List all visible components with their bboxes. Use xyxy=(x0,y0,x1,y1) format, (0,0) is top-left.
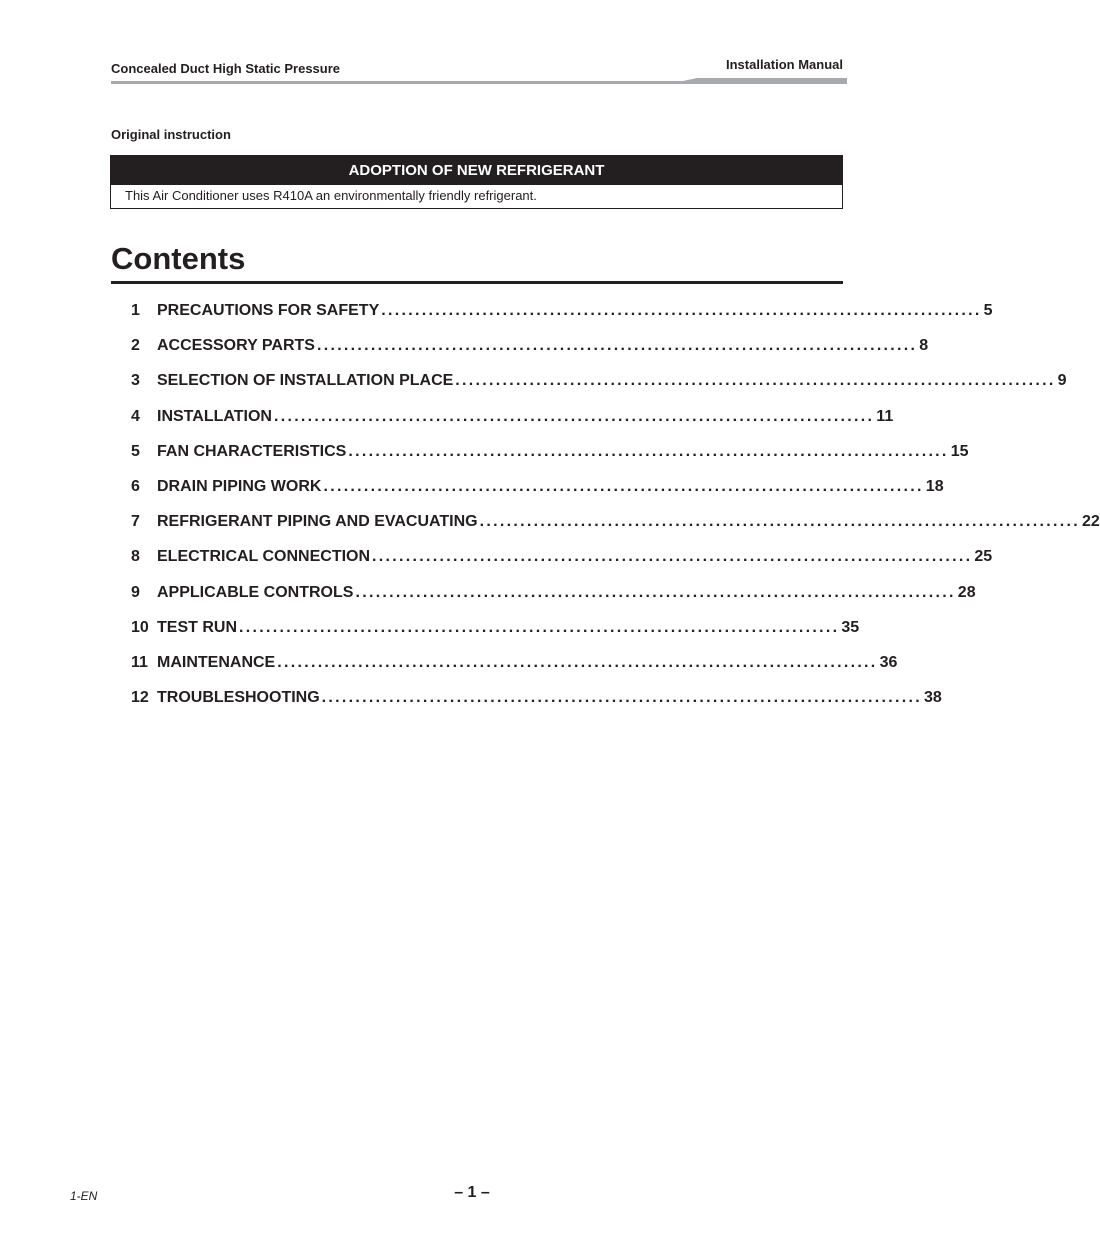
toc-entry[interactable] xyxy=(131,337,929,372)
toc-entry-title: APPLICABLE CONTROLS xyxy=(157,583,354,601)
toc-dot-leader: ......................................................................................... xyxy=(348,442,949,460)
toc-entry-page: 8 xyxy=(919,337,929,355)
toc-dot-leader: ......................................................................................... xyxy=(239,618,840,636)
toc-dot-leader: ......................................................................................... xyxy=(273,407,875,425)
contents-heading-rule xyxy=(111,281,843,284)
toc-entry[interactable] xyxy=(131,372,1067,407)
toc-entry-number: 1 xyxy=(131,302,140,319)
toc-dot-leader: ......................................................................................... xyxy=(455,372,1056,390)
toc-dot-leader: ......................................................................................... xyxy=(277,653,878,671)
refrigerant-notice-box xyxy=(110,155,843,209)
toc-entry[interactable] xyxy=(131,618,860,654)
toc-entry[interactable] xyxy=(131,302,993,337)
toc-entry-number: 4 xyxy=(131,407,140,425)
header-divider-bar xyxy=(111,78,847,88)
toc-dot-leader: ......................................................................................... xyxy=(355,583,956,601)
toc-entry-page: 15 xyxy=(950,442,969,460)
original-instruction-label: Original instruction xyxy=(111,127,231,142)
toc-entry[interactable] xyxy=(131,477,944,513)
toc-entry-number: 11 xyxy=(131,653,148,671)
toc-entry-number: 5 xyxy=(131,442,140,460)
toc-dot-leader: ......................................................................................... xyxy=(479,513,1080,531)
footer-page-number: – 1 – xyxy=(454,1184,490,1201)
toc-dot-leader: ......................................................................................... xyxy=(316,337,918,355)
toc-entry-number: 9 xyxy=(131,583,140,601)
toc-entry-title: TROUBLESHOOTING xyxy=(157,689,320,707)
toc-entry-page: 36 xyxy=(879,653,898,671)
toc-entry-page: 11 xyxy=(876,407,894,425)
toc-dot-leader: ......................................................................................... xyxy=(323,477,924,495)
toc-entry-page: 18 xyxy=(925,477,944,495)
toc-entry-page: 35 xyxy=(841,618,860,636)
toc-entry-title: PRECAUTIONS FOR SAFETY xyxy=(157,302,380,319)
toc-entry-title: REFRIGERANT PIPING AND EVACUATING xyxy=(157,513,478,531)
toc-entry-page: 28 xyxy=(957,583,976,601)
toc-entry-title: TEST RUN xyxy=(157,618,237,636)
toc-entry[interactable] xyxy=(131,442,969,478)
toc-entry-title: FAN CHARACTERISTICS xyxy=(157,442,347,460)
toc-entry-title: INSTALLATION xyxy=(157,407,272,425)
toc-entry-number: 8 xyxy=(131,548,140,566)
toc-entry-number: 12 xyxy=(131,689,149,707)
toc-entry-title: DRAIN PIPING WORK xyxy=(157,477,322,495)
toc-entry[interactable] xyxy=(131,653,898,689)
toc-entry-title: ELECTRICAL CONNECTION xyxy=(157,548,371,566)
toc-entry[interactable] xyxy=(131,689,942,724)
toc-entry[interactable] xyxy=(131,583,976,619)
toc-dot-leader: ......................................................................................... xyxy=(372,548,973,566)
toc-entry-page: 22 xyxy=(1081,513,1100,531)
toc-dot-leader: ......................................................................................... xyxy=(381,302,982,319)
toc-entry-number: 2 xyxy=(131,337,140,355)
toc-entry-number: 3 xyxy=(131,372,140,390)
toc-entry-title: MAINTENANCE xyxy=(157,653,276,671)
toc-entry[interactable] xyxy=(131,513,1100,548)
toc-entry-page: 25 xyxy=(974,548,993,566)
toc-dot-leader: ......................................................................................... xyxy=(321,689,923,707)
toc-entry-page: 5 xyxy=(983,302,993,319)
notice-body: This Air Conditioner uses R410A an environmentally friendly refrigerant. xyxy=(125,188,537,203)
toc-entry-number: 7 xyxy=(131,513,140,531)
toc-entry-page: 38 xyxy=(924,689,942,707)
toc-entry-title: ACCESSORY PARTS xyxy=(157,337,315,355)
toc-entry-number: 6 xyxy=(131,477,140,495)
contents-heading: Contents xyxy=(111,241,246,276)
toc-entry[interactable] xyxy=(131,407,894,443)
toc-entry-title: SELECTION OF INSTALLATION PLACE xyxy=(157,372,454,390)
toc-entry-page: 9 xyxy=(1057,372,1067,390)
toc-entry[interactable] xyxy=(131,548,993,583)
toc-entry-number: 10 xyxy=(131,618,149,636)
table-of-contents xyxy=(131,302,1100,724)
header-product-title: Concealed Duct High Static Pressure xyxy=(111,61,341,76)
footer-document-code: 1-EN xyxy=(70,1189,98,1203)
notice-title: ADOPTION OF NEW REFRIGERANT xyxy=(111,156,842,185)
header-manual-title: Installation Manual xyxy=(725,57,843,72)
